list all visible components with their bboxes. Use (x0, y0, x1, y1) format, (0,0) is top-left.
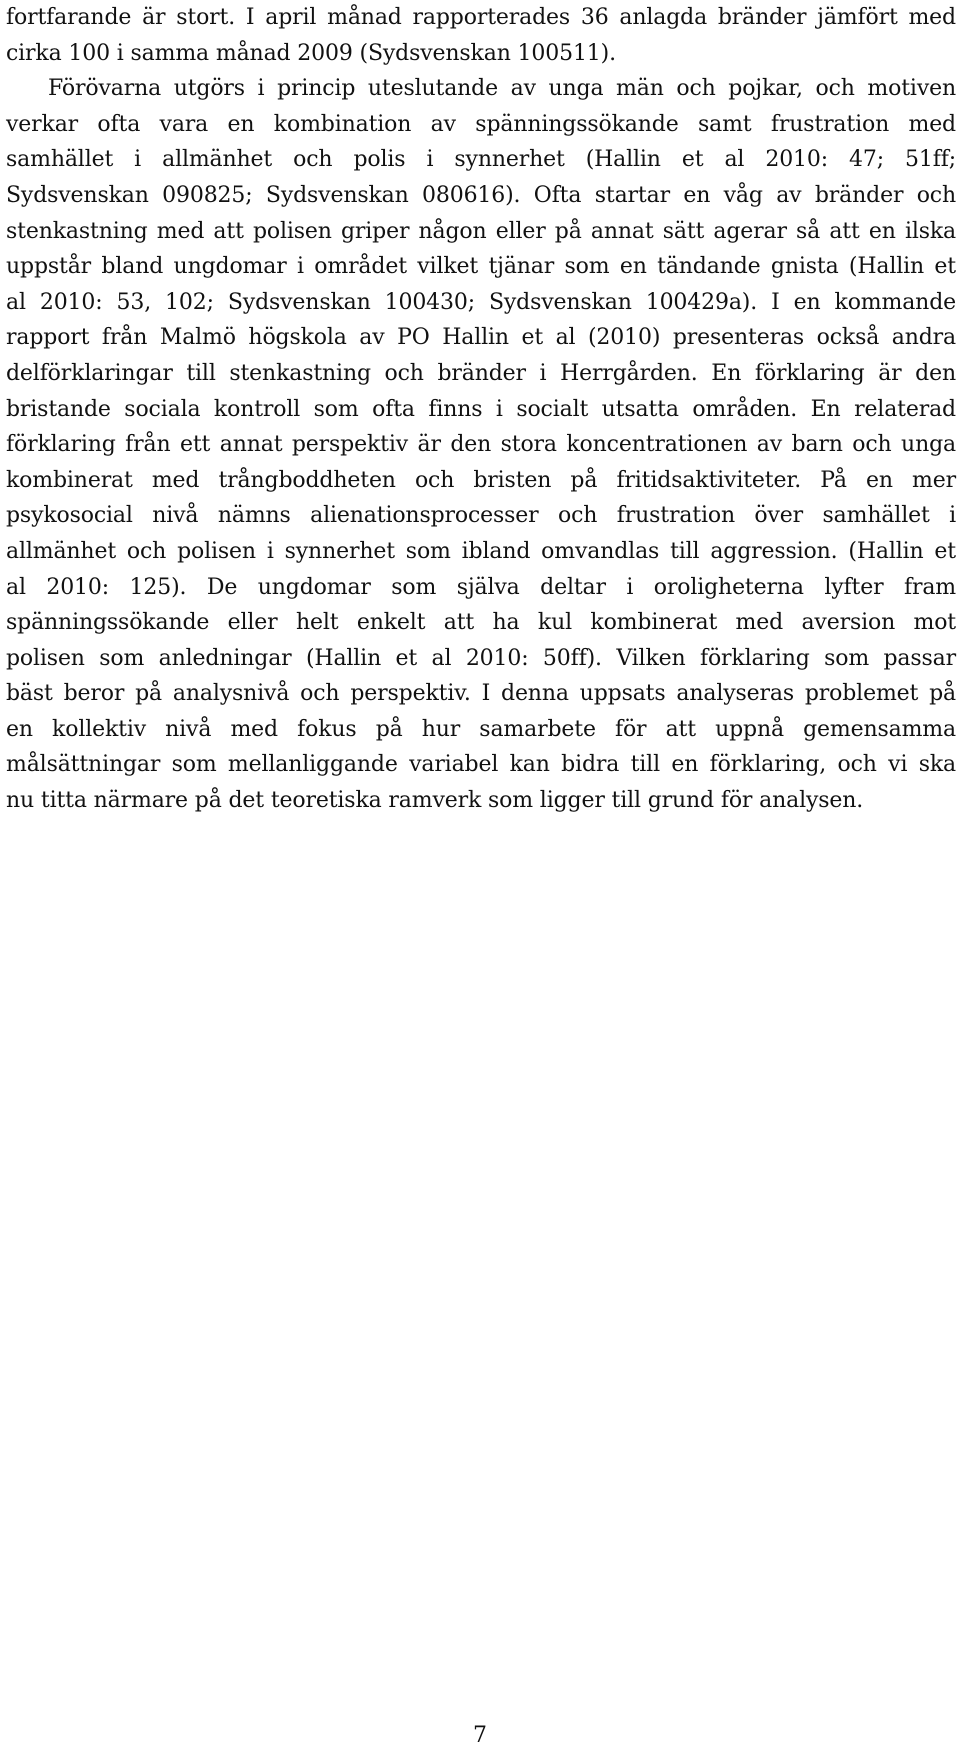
text-line: spänningssökande eller helt enkelt att ha kul kombinerat med aversion mot (6, 610, 956, 636)
text-line: al 2010: 53, 102; Sydsvenskan 100430; Sydsvenskan 100429a). I en kommande (6, 289, 956, 315)
text-line: psykosocial nivå nämns alienationsprocesser och frustration över samhället i (6, 503, 956, 529)
text-line: allmänhet och polisen i synnerhet som ibland omvandlas till aggression. (Hallin et (6, 538, 956, 564)
body-text (6, 0, 956, 819)
text-line: uppstår bland ungdomar i området vilket tjänar som en tändande gnista (Hallin et (6, 254, 956, 280)
text-line: verkar ofta vara en kombination av spänningssökande samt frustration med (6, 111, 956, 137)
text-line: bäst beror på analysnivå och perspektiv. I denna uppsats analyseras problemet på (6, 681, 956, 707)
text-line: rapport från Malmö högskola av PO Hallin et al (2010) presenteras också andra (6, 325, 956, 351)
text-line: en kollektiv nivå med fokus på hur samarbete för att uppnå gemensamma (6, 716, 956, 742)
text-line: polisen som anledningar (Hallin et al 2010: 50ff). Vilken förklaring som passar (6, 645, 956, 671)
text-line: förklaring från ett annat perspektiv är den stora koncentrationen av barn och unga (6, 432, 956, 458)
page-number: 7 (473, 1723, 487, 1748)
text-line: kombinerat med trångboddheten och bristen på fritidsaktiviteter. På en mer (6, 467, 956, 493)
text-line: målsättningar som mellanliggande variabel kan bidra till en förklaring, och vi ska (6, 752, 956, 778)
text-line: fortfarande är stort. I april månad rapporterades 36 anlagda bränder jämfört med (6, 5, 956, 30)
text-line: samhället i allmänhet och polis i synnerhet (Hallin et al 2010: 47; 51ff; (6, 147, 956, 173)
text-line: cirka 100 i samma månad 2009 (Sydsvenskan 100511). (6, 40, 616, 66)
paragraph-first-line: Förövarna utgörs i princip uteslutande av unga män och pojkar, och motiven (48, 76, 956, 102)
text-line: bristande sociala kontroll som ofta finns i socialt utsatta områden. En relaterad (6, 396, 956, 422)
text-line: al 2010: 125). De ungdomar som själva deltar i oroligheterna lyfter fram (6, 574, 956, 600)
text-line: stenkastning med att polisen griper någon eller på annat sätt agerar så att en ilska (6, 218, 956, 244)
text-line: delförklaringar till stenkastning och bränder i Herrgården. En förklaring är den (6, 360, 956, 386)
text-line: nu titta närmare på det teoretiska ramverk som ligger till grund för analysen. (6, 788, 864, 814)
text-line: Sydsvenskan 090825; Sydsvenskan 080616). Ofta startar en våg av bränder och (6, 182, 956, 208)
